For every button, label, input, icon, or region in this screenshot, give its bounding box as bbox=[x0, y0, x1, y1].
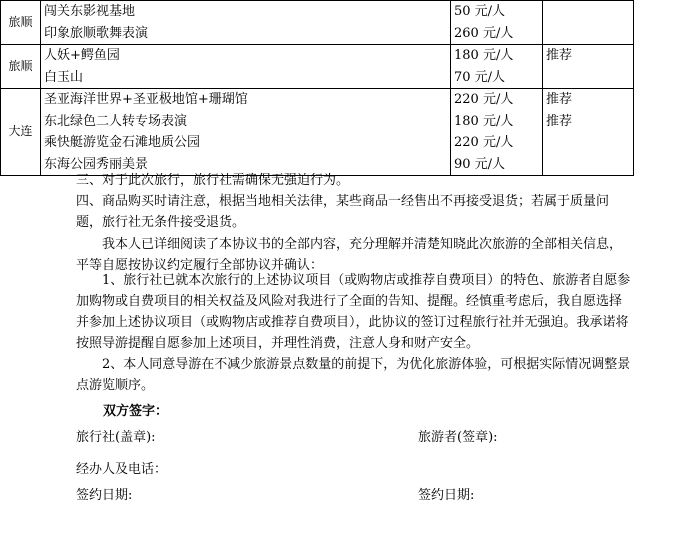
item-name-cell bbox=[41, 45, 451, 89]
tourist-sign-label: 旅游者(签章): bbox=[418, 430, 498, 445]
item-price: 180 元/人 bbox=[454, 48, 514, 63]
item-price: 220 元/人 bbox=[454, 92, 514, 107]
item-price: 260 元/人 bbox=[454, 25, 514, 41]
item-price-cell bbox=[451, 45, 543, 89]
item-name: 东海公园秀丽美景 bbox=[44, 156, 149, 172]
item-price: 180 元/人 bbox=[454, 113, 514, 129]
item-recommend-cell bbox=[543, 1, 634, 45]
tourist-date-label: 签约日期: bbox=[418, 488, 475, 503]
item-name-cell bbox=[41, 1, 451, 45]
item-name: 东北绿色二人转专场表演 bbox=[44, 113, 188, 129]
item-price: 220 元/人 bbox=[454, 135, 514, 150]
city-cell: 旅顺 bbox=[1, 45, 41, 89]
item-recommend bbox=[546, 1, 630, 23]
item-recommend: 推荐 bbox=[546, 48, 573, 63]
item-price-cell bbox=[451, 1, 543, 45]
item-recommend-cell bbox=[543, 45, 634, 89]
item-recommend: 推荐 bbox=[546, 113, 573, 129]
item-recommend-cell bbox=[543, 89, 634, 176]
item-name: 人妖+鳄鱼园 bbox=[44, 48, 120, 63]
item-price: 90 元/人 bbox=[454, 156, 506, 172]
item-price: 50 元/人 bbox=[454, 4, 506, 19]
signature-heading: 双方签字： bbox=[103, 404, 169, 419]
item-recommend bbox=[546, 23, 630, 45]
item-name: 圣亚海洋世界+圣亚极地馆+珊瑚馆 bbox=[44, 92, 248, 107]
city-cell: 大连 bbox=[1, 89, 41, 176]
item-name: 白玉山 bbox=[44, 69, 84, 85]
item-name: 印象旅顺歌舞表演 bbox=[44, 25, 149, 41]
item-price: 70 元/人 bbox=[454, 69, 506, 85]
handler-phone-label: 经办人及电话： bbox=[76, 462, 168, 477]
agency-date-label: 签约日期: bbox=[76, 488, 133, 503]
item-recommend bbox=[546, 132, 630, 154]
item-name: 闯关东影视基地 bbox=[44, 4, 136, 19]
item-price-cell bbox=[451, 89, 543, 176]
agency-seal-label: 旅行社(盖章): bbox=[76, 430, 156, 445]
item-recommend bbox=[546, 67, 630, 89]
item-name: 乘快艇游览金石滩地质公园 bbox=[44, 135, 201, 150]
city-cell: 旅顺 bbox=[1, 1, 41, 45]
confirm-statement: 我本人已详细阅读了本协议书的全部内容，充分理解并清楚知晓此次旅游的全部相关信息，平等自愿按协议约定履行全部协议并确认： bbox=[76, 237, 623, 273]
item-recommend: 推荐 bbox=[546, 92, 573, 107]
table-row bbox=[1, 89, 634, 176]
clause-4: 四、商品购买时请注意，根据当地相关法律，某些商品一经售出不再接受退货；若属于质量问题，旅行社无条件接受退货。 bbox=[76, 194, 610, 230]
confirm-item-2: 2、本人同意导游在不减少旅游景点数量的前提下，为优化旅游体验，可根据实际情况调整景点游览顺序。 bbox=[76, 357, 631, 393]
table-row bbox=[1, 1, 634, 45]
clause-3: 三、对于此次旅行，旅行社需确保无强迫行为。 bbox=[76, 173, 350, 188]
table-row bbox=[1, 45, 634, 89]
confirm-item-1: 1、旅行社已就本次旅行的上述协议项目（或购物店或推荐自费项目）的特色、旅游者自愿参加购物或自费项目的相关权益及风险对我进行了全面的告知、提醒。经慎重考虑后，我自愿选择并参加上述协议项目（或购物店或推荐自费项目），此协议的签订过程旅行社并无强迫。我承诺将按照导游提醒自愿参加上述项目，并理性消费，注意人身和财产安全。 bbox=[76, 273, 631, 351]
optional-items-table bbox=[0, 0, 634, 176]
item-name-cell bbox=[41, 89, 451, 176]
